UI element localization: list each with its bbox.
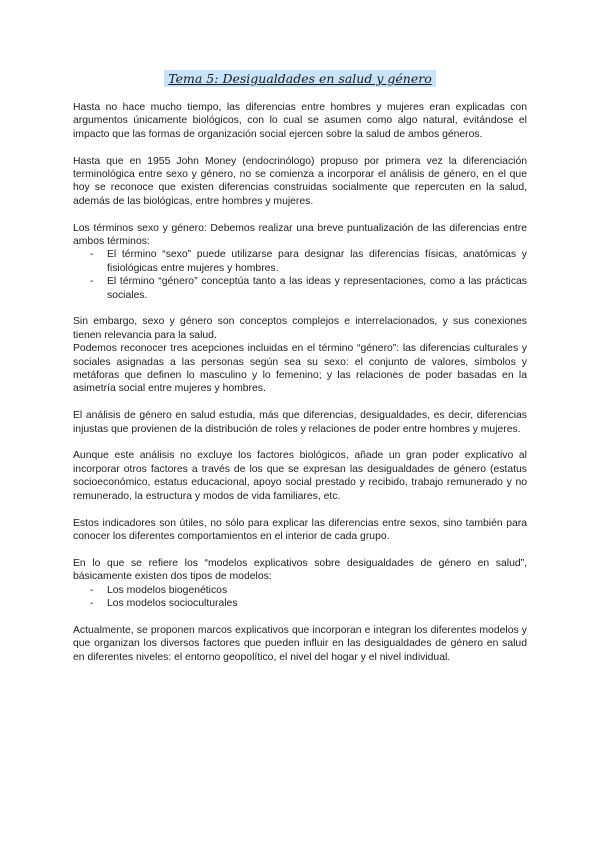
paragraph-8: Estos indicadores son útiles, no sólo para explicar las diferencias entre sexos, sino también para conocer los diferentes comportamientos en el interior de cada grupo. xyxy=(73,517,527,542)
paragraph-6: El análisis de género en salud estudia, más que diferencias, desigualdades, es decir, diferencias injustas que provienen de la distribución de roles y relaciones de poder entre hombres y mujeres. xyxy=(73,410,527,435)
paragraph-2: Hasta que en 1955 John Money (endocrinólogo) propuso por primera vez la diferenciación terminológica entre sexo y género, no se comienza a incorporar el análisis de género, en el que hoy se reconoce que existen diferencias construidas socialmente que repercuten en la salud, además de las biológicas, entre hombres y mujeres. xyxy=(73,155,527,207)
list-item: - El término “género” conceptúa tanto a las ideas y representaciones, como a las prácticas sociales. xyxy=(73,275,527,302)
sex-gender-list xyxy=(73,248,527,302)
paragraph-5: Podemos reconocer tres acepciones incluidas en el término “género”: las diferencias culturales y sociales asignadas a las personas según sea su sexo: el conjunto de valores, símbolos y metáforas que definen lo masculino y lo femenino; y las relaciones de poder basadas en la asimetría social entre mujeres y hombres. xyxy=(73,343,527,395)
paragraph-9-intro: En lo que se refiere los “modelos explicativos sobre desigualdades de género en salud”, básicamente existen dos tipos de modelos: xyxy=(73,557,527,583)
paragraph-4: Sin embargo, sexo y género son conceptos complejos e interrelacionados, y sus conexiones tienen relevancia para la salud. xyxy=(73,316,527,341)
paragraph-3-intro: Los términos sexo y género: Debemos realizar una breve puntualización de las diferencias entre ambos términos: xyxy=(73,222,527,248)
paragraph-7: Aunque este análisis no excluye los factores biológicos, añade un gran poder explicativo al incorporar otros factores a través de los que se expresan las desigualdades de género (estatus socioeconómico, estatus educacional, apoyo social prestado y recibido, trabajo remunerado y no remunerado, la estructura y modos de vida familiares, etc. xyxy=(73,450,527,502)
list-item: - El término “sexo” puede utilizarse para designar las diferencias físicas, anatómicas y fisiológicas entre mujeres y hombres. xyxy=(73,248,527,275)
title-wrapper xyxy=(0,70,600,88)
models-list xyxy=(73,584,527,611)
paragraph-10: Actualmente, se proponen marcos explicativos que incorporan e integran los diferentes modelos y que organizan los diversos factores que pueden influir en las desigualdades de género en salud en diferentes niveles: el entorno geopolítico, el nivel del hogar y el nivel individual. xyxy=(73,624,527,663)
paragraph-1: Hasta no hace mucho tiempo, las diferencias entre hombres y mujeres eran explicadas con argumentos únicamente biológicos, con lo cual se asumen como algo natural, evitándose el impacto que las formas de organización social ejercen sobre la salud de ambos géneros. xyxy=(73,102,527,140)
page-title: Tema 5: Desigualdades en salud y género xyxy=(164,70,435,87)
list-item: - Los modelos biogenéticos xyxy=(73,584,527,597)
document-body xyxy=(73,101,527,677)
list-item: - Los modelos socioculturales xyxy=(73,597,527,610)
